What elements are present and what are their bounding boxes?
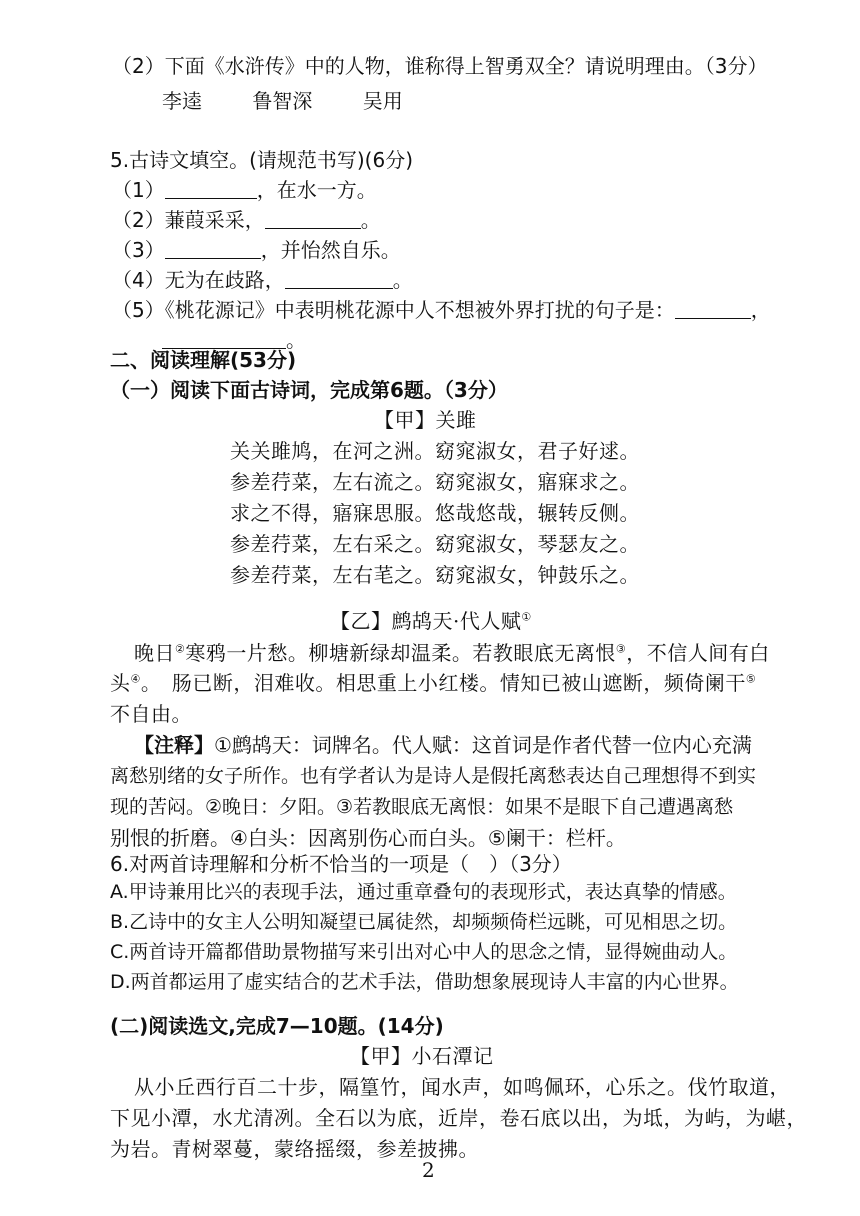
poem-b-line: 不自由。 bbox=[110, 702, 192, 726]
q5-heading: 5.古诗文填空。(请规范书写)(6分) bbox=[110, 148, 414, 172]
q4-2-options bbox=[162, 87, 447, 115]
footnote-mark: ① bbox=[521, 610, 532, 624]
q6-option-a: A.甲诗兼用比兴的表现手法，通过重章叠句的表现形式，表达真挚的情感。 bbox=[110, 881, 737, 903]
q5-item-3: （3） ，并怡然自乐。 bbox=[112, 238, 401, 262]
poem-a-line: 参差荇菜，左右流之。窈窕淑女，寤寐求之。 bbox=[230, 470, 640, 494]
poem-a-title: 【甲】关雎 bbox=[374, 408, 477, 432]
poem-b-line: 晚日②寒鸦一片愁。柳塘新绿却温柔。若教眼底无离恨③，不信人间有白 bbox=[134, 641, 770, 665]
part1-heading: （一）阅读下面古诗词，完成第6题。（3分） bbox=[110, 378, 508, 402]
part2-heading: (二)阅读选文,完成7—10题。(14分) bbox=[110, 1014, 444, 1038]
page-number: 2 bbox=[422, 1158, 435, 1182]
section2-heading: 二、阅读理解(53分) bbox=[110, 348, 297, 372]
option-wu-yong: 吴用 bbox=[362, 89, 403, 113]
notes-line: 现的苦闷。②晚日：夕阳。③若教眼底无离恨：如果不是眼下自己遭遇离愁 bbox=[110, 796, 734, 818]
q6-option-d: D.两首都运用了虚实结合的艺术手法，借助想象展现诗人丰富的内心世界。 bbox=[110, 971, 739, 993]
poem-a-line: 参差荇菜，左右采之。窈窕淑女，琴瑟友之。 bbox=[230, 532, 640, 556]
q4-2-question: （2）下面《水浒传》中的人物，谁称得上智勇双全？请说明理由。（3分） bbox=[112, 54, 768, 78]
notes-line: 别恨的折磨。④白头：因离别伤心而白头。⑤阑干：栏杆。 bbox=[110, 826, 626, 850]
notes-line: 【注释】①鹧鸪天：词牌名。代人赋：这首词是作者代替一位内心充满 bbox=[134, 733, 752, 757]
answer-blank[interactable] bbox=[265, 208, 361, 229]
text-a-line: 从小丘西行百二十步，隔篁竹，闻水声，如鸣佩环，心乐之。伐竹取道， bbox=[134, 1075, 790, 1099]
text-a-line: 下见小潭，水尤清冽。全石以为底，近岸，卷石底以出，为坻，为屿，为嵁， bbox=[110, 1106, 807, 1130]
answer-blank[interactable] bbox=[165, 178, 257, 199]
answer-blank[interactable] bbox=[675, 298, 751, 319]
poem-a-line: 求之不得，寤寐思服。悠哉悠哉，辗转反侧。 bbox=[230, 501, 640, 525]
q6-question: 6.对两首诗理解和分析不恰当的一项是（ ）（3分） bbox=[110, 852, 572, 876]
text-a-title: 【甲】小石潭记 bbox=[350, 1044, 494, 1068]
q5-item-5: （5）《桃花源记》中表明桃花源中人不想被外界打扰的句子是： ， bbox=[112, 298, 771, 322]
option-lu-zhishen: 鲁智深 bbox=[252, 89, 313, 113]
notes-label: 【注释】 bbox=[134, 733, 214, 757]
q6-option-c: C.两首诗开篇都借助景物描写来引出对心中人的思念之情，显得婉曲动人。 bbox=[110, 941, 738, 963]
q5-item-4: （4）无为在歧路， 。 bbox=[112, 268, 413, 292]
text-a-line: 为岩。青树翠蔓，蒙络摇缀，参差披拂。 bbox=[110, 1137, 479, 1161]
option-li-kui: 李逵 bbox=[162, 89, 202, 113]
q6-option-b: B.乙诗中的女主人公明知凝望已属徒然，却频频倚栏远眺，可见相思之切。 bbox=[110, 911, 738, 933]
poem-b-line: 头④。 肠已断，泪难收。相思重上小红楼。情知已被山遮断，频倚阑干⑤ bbox=[110, 671, 757, 695]
notes-line: 离愁别绪的女子所作。也有学者认为是诗人是假托离愁表达自己理想得不到实 bbox=[110, 765, 757, 787]
poem-b-title: 【乙】鹧鸪天·代人赋① bbox=[330, 609, 532, 633]
answer-blank[interactable] bbox=[285, 268, 393, 289]
q5-item-5-cont: 。 bbox=[162, 326, 306, 354]
answer-blank[interactable] bbox=[165, 238, 261, 259]
poem-a-line: 关关雎鸠，在河之洲。窈窕淑女，君子好逑。 bbox=[230, 439, 640, 463]
poem-a-line: 参差荇菜，左右芼之。窈窕淑女，钟鼓乐之。 bbox=[230, 563, 640, 587]
q5-item-2: （2）蒹葭采采， 。 bbox=[112, 208, 381, 232]
q5-item-1: （1） ，在水一方。 bbox=[112, 178, 377, 202]
